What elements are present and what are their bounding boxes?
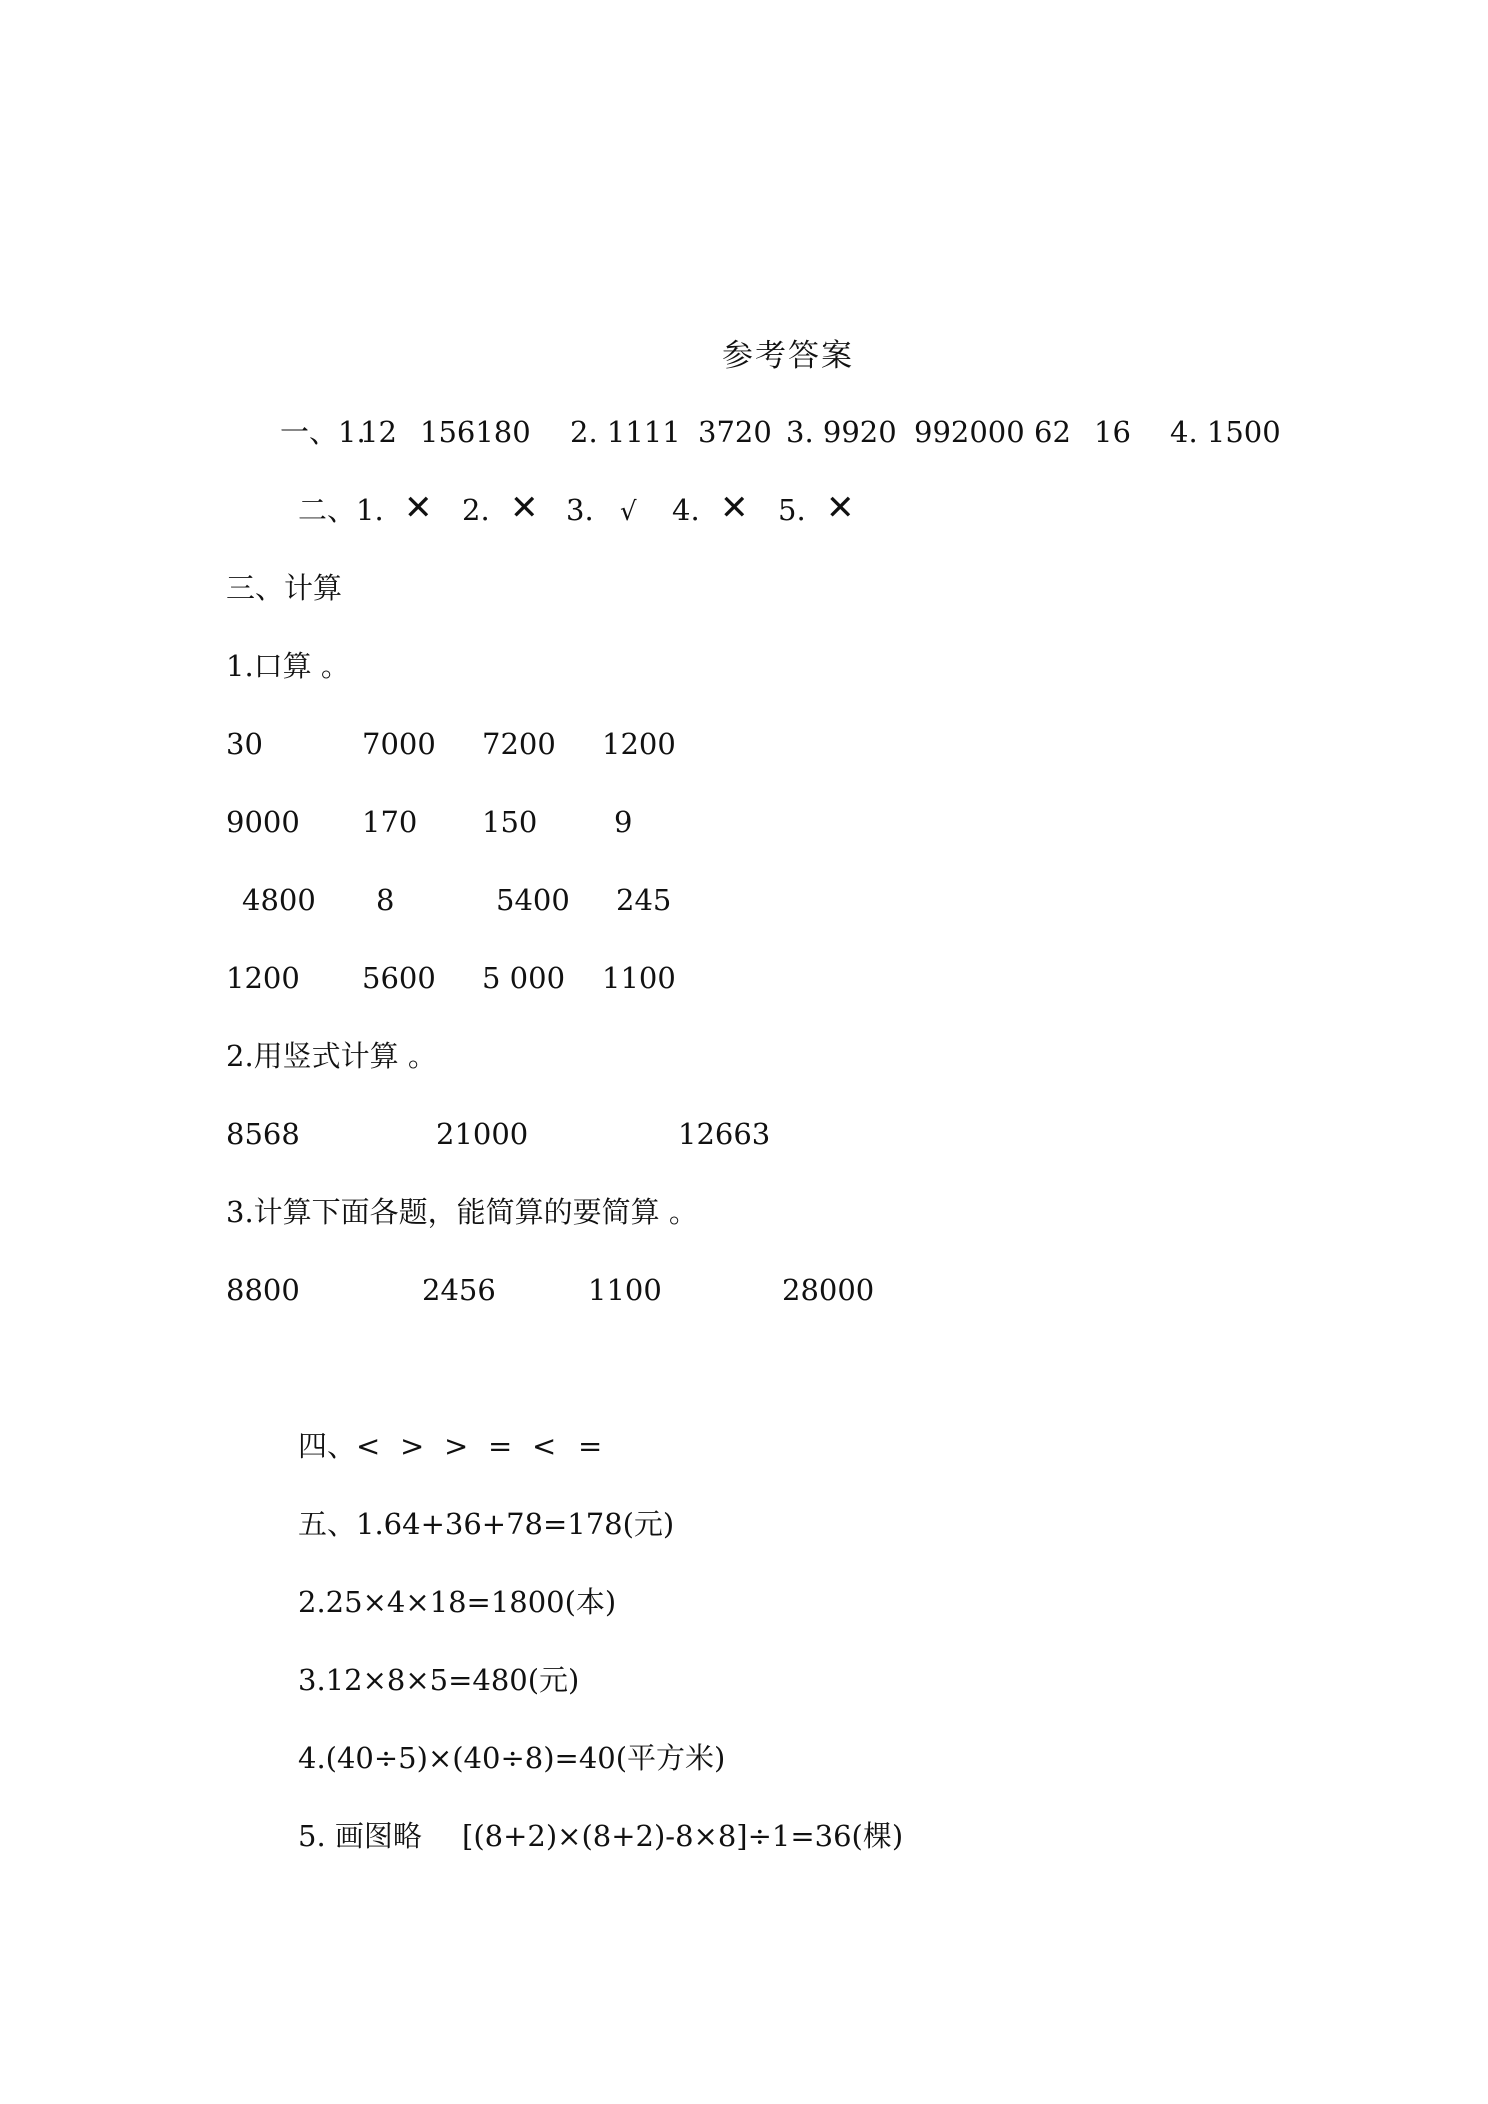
page-title: 参考答案 bbox=[722, 338, 854, 374]
answer-value: 3. 9920 bbox=[786, 415, 897, 449]
judge-num: 1. bbox=[356, 493, 384, 527]
word-problem-answer: 4.(40÷5)×(40÷8)=40(平方米) bbox=[298, 1741, 726, 1775]
word-problem-answer: 2.25×4×18=1800(本) bbox=[298, 1585, 617, 1619]
compare-symbol: > bbox=[444, 1429, 469, 1463]
formula: [(8+2)×(8+2)-8×8]÷1=36(棵) bbox=[462, 1819, 904, 1853]
judge-num: 3. bbox=[566, 493, 594, 527]
answer-value: 1100 bbox=[588, 1273, 662, 1307]
judge-num: 4. bbox=[672, 493, 700, 527]
check-icon: √ bbox=[620, 497, 637, 527]
answer-value: 2. 1111 bbox=[570, 415, 681, 449]
answer-value: 1100 bbox=[602, 961, 676, 995]
answer-value: 156180 bbox=[420, 415, 531, 449]
answer-value: 5600 bbox=[362, 961, 436, 995]
compare-symbol: = bbox=[578, 1429, 603, 1463]
compare-symbol: < bbox=[532, 1429, 557, 1463]
section-1-label: 一、1. bbox=[280, 415, 366, 449]
judge-num: 2. bbox=[462, 493, 490, 527]
cross-icon: ✕ bbox=[404, 488, 433, 528]
answer-value: 12663 bbox=[678, 1117, 771, 1151]
part-2-label: 2.用竖式计算 。 bbox=[226, 1039, 437, 1073]
answer-value: 5 000 bbox=[482, 961, 566, 995]
answer-value: 7200 bbox=[482, 727, 556, 761]
compare-symbol: < bbox=[356, 1429, 381, 1463]
judge-num: 5. bbox=[778, 493, 806, 527]
answer-value: 8568 bbox=[226, 1117, 300, 1151]
cross-icon: ✕ bbox=[510, 488, 539, 528]
section-2-label: 二、 bbox=[298, 493, 357, 527]
compare-symbol: > bbox=[400, 1429, 425, 1463]
answer-value: 1200 bbox=[602, 727, 676, 761]
section-3-heading: 三、计算 bbox=[226, 571, 343, 605]
answer-value: 30 bbox=[226, 727, 263, 761]
answer-value: 62 bbox=[1034, 415, 1071, 449]
answer-value: 8800 bbox=[226, 1273, 300, 1307]
answer-value: 28000 bbox=[782, 1273, 875, 1307]
answer-value: 992000 bbox=[914, 415, 1025, 449]
cross-icon: ✕ bbox=[826, 488, 855, 528]
answer-value: 1200 bbox=[226, 961, 300, 995]
answer-value: 9000 bbox=[226, 805, 300, 839]
answer-value: 245 bbox=[616, 883, 672, 917]
section-4-label: 四、 bbox=[298, 1429, 357, 1463]
answer-value: 4. 1500 bbox=[1170, 415, 1281, 449]
answer-value: 3720 bbox=[698, 415, 772, 449]
cross-icon: ✕ bbox=[720, 488, 749, 528]
answer-value: 12 bbox=[360, 415, 397, 449]
word-problem-answer: 3.12×8×5=480(元) bbox=[298, 1663, 580, 1697]
part-3-label: 3.计算下面各题，能简算的要简算 。 bbox=[226, 1195, 698, 1229]
answer-value: 8 bbox=[376, 883, 395, 917]
drawing-note: 5. 画图略 bbox=[298, 1819, 422, 1853]
answer-value: 16 bbox=[1094, 415, 1131, 449]
answer-value: 4800 bbox=[242, 883, 316, 917]
answer-value: 7000 bbox=[362, 727, 436, 761]
answer-value: 21000 bbox=[436, 1117, 529, 1151]
answer-value: 150 bbox=[482, 805, 538, 839]
answer-value: 170 bbox=[362, 805, 418, 839]
part-1-label: 1.口算 。 bbox=[226, 649, 350, 683]
answer-value: 9 bbox=[614, 805, 633, 839]
word-problem-answer: 五、1.64+36+78=178(元) bbox=[298, 1507, 675, 1541]
answer-value: 2456 bbox=[422, 1273, 496, 1307]
compare-symbol: = bbox=[488, 1429, 513, 1463]
answer-value: 5400 bbox=[496, 883, 570, 917]
